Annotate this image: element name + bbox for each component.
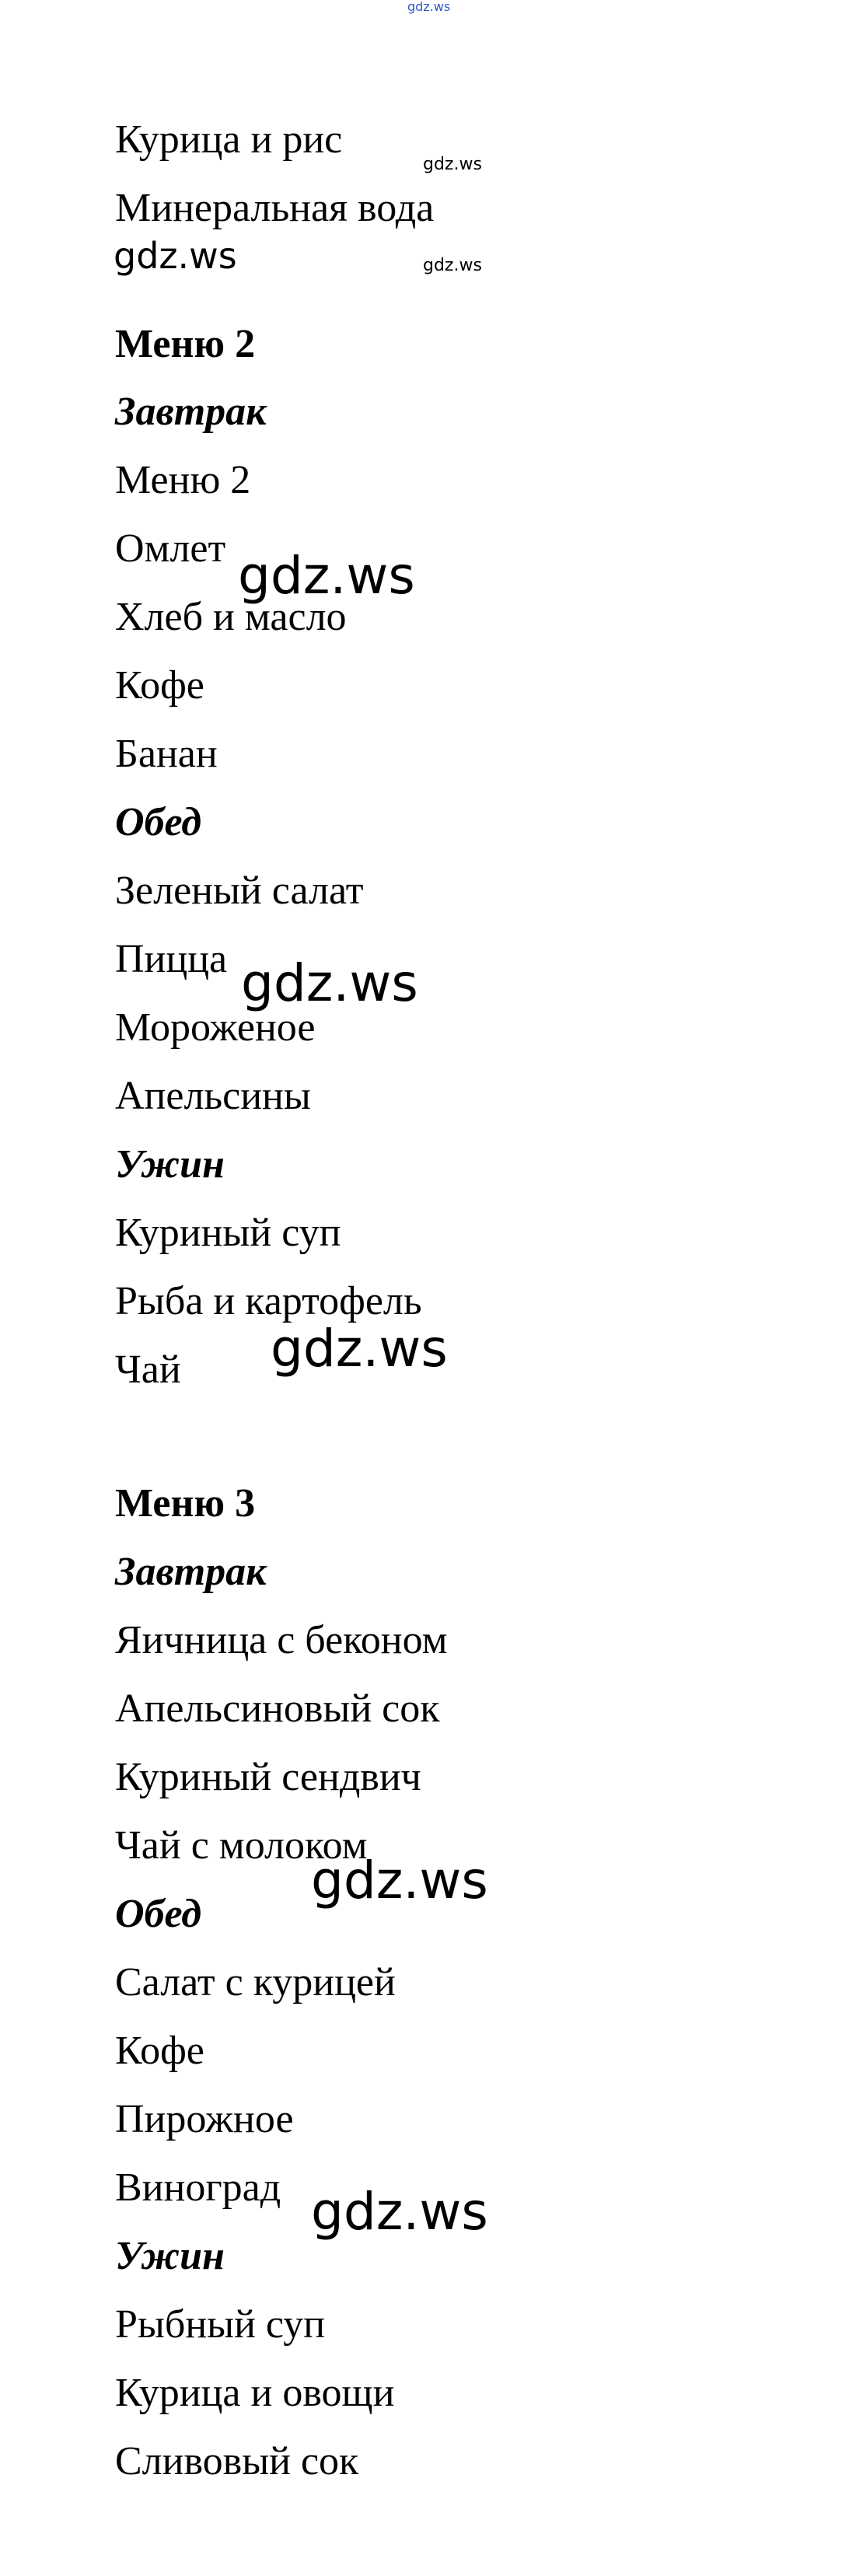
list-item: Салат с курицей — [115, 1960, 396, 2005]
meal-heading: Завтрак — [115, 1550, 267, 1594]
watermark: gdz.ws — [241, 953, 418, 1013]
list-item: Рыбный суп — [115, 2302, 326, 2347]
list-item: Рыба и картофель — [115, 1279, 422, 1323]
list-item: Яичница с беконом — [115, 1618, 448, 1662]
list-item: Куриный сендвич — [115, 1755, 421, 1799]
list-item: Пицца — [115, 937, 228, 981]
list-item: Кофе — [115, 663, 204, 708]
list-item: Сливовый сок — [115, 2439, 359, 2483]
menu-title: Меню 3 — [115, 1481, 256, 1526]
list-item: Чай с молоком — [115, 1823, 368, 1868]
watermark: gdz.ws — [238, 546, 415, 606]
watermark: gdz.ws — [423, 256, 482, 275]
list-item: Апельсины — [115, 1074, 311, 1118]
list-item: Кофе — [115, 2029, 204, 2073]
list-item: Банан — [115, 732, 218, 776]
list-item: Чай — [115, 1347, 181, 1392]
watermark: gdz.ws — [311, 1851, 488, 1910]
list-item: Куриный суп — [115, 1211, 341, 1255]
list-item: Минеральная вода — [115, 186, 435, 230]
list-item: Виноград — [115, 2165, 281, 2210]
list-item: Курица и рис — [115, 117, 343, 162]
meal-heading: Ужин — [115, 2234, 225, 2278]
watermark-top: gdz.ws — [407, 0, 451, 14]
list-item: Зеленый салат — [115, 869, 364, 913]
watermark: gdz.ws — [114, 235, 237, 277]
watermark: gdz.ws — [311, 2182, 488, 2242]
list-item: Мороженое — [115, 1005, 316, 1050]
list-item: Апельсиновый сок — [115, 1686, 440, 1731]
meal-heading: Завтрак — [115, 390, 267, 434]
watermark: gdz.ws — [423, 155, 482, 174]
list-item: Пирожное — [115, 2097, 294, 2141]
list-item: Меню 2 — [115, 458, 251, 502]
meal-heading: Ужин — [115, 1142, 225, 1187]
menu-title: Меню 2 — [115, 322, 256, 366]
watermark: gdz.ws — [271, 1319, 448, 1379]
meal-heading: Обед — [115, 800, 202, 844]
list-item: Хлеб и масло — [115, 595, 347, 639]
list-item: Омлет — [115, 526, 226, 571]
list-item: Курица и овощи — [115, 2371, 395, 2415]
meal-heading: Обед — [115, 1892, 202, 1936]
